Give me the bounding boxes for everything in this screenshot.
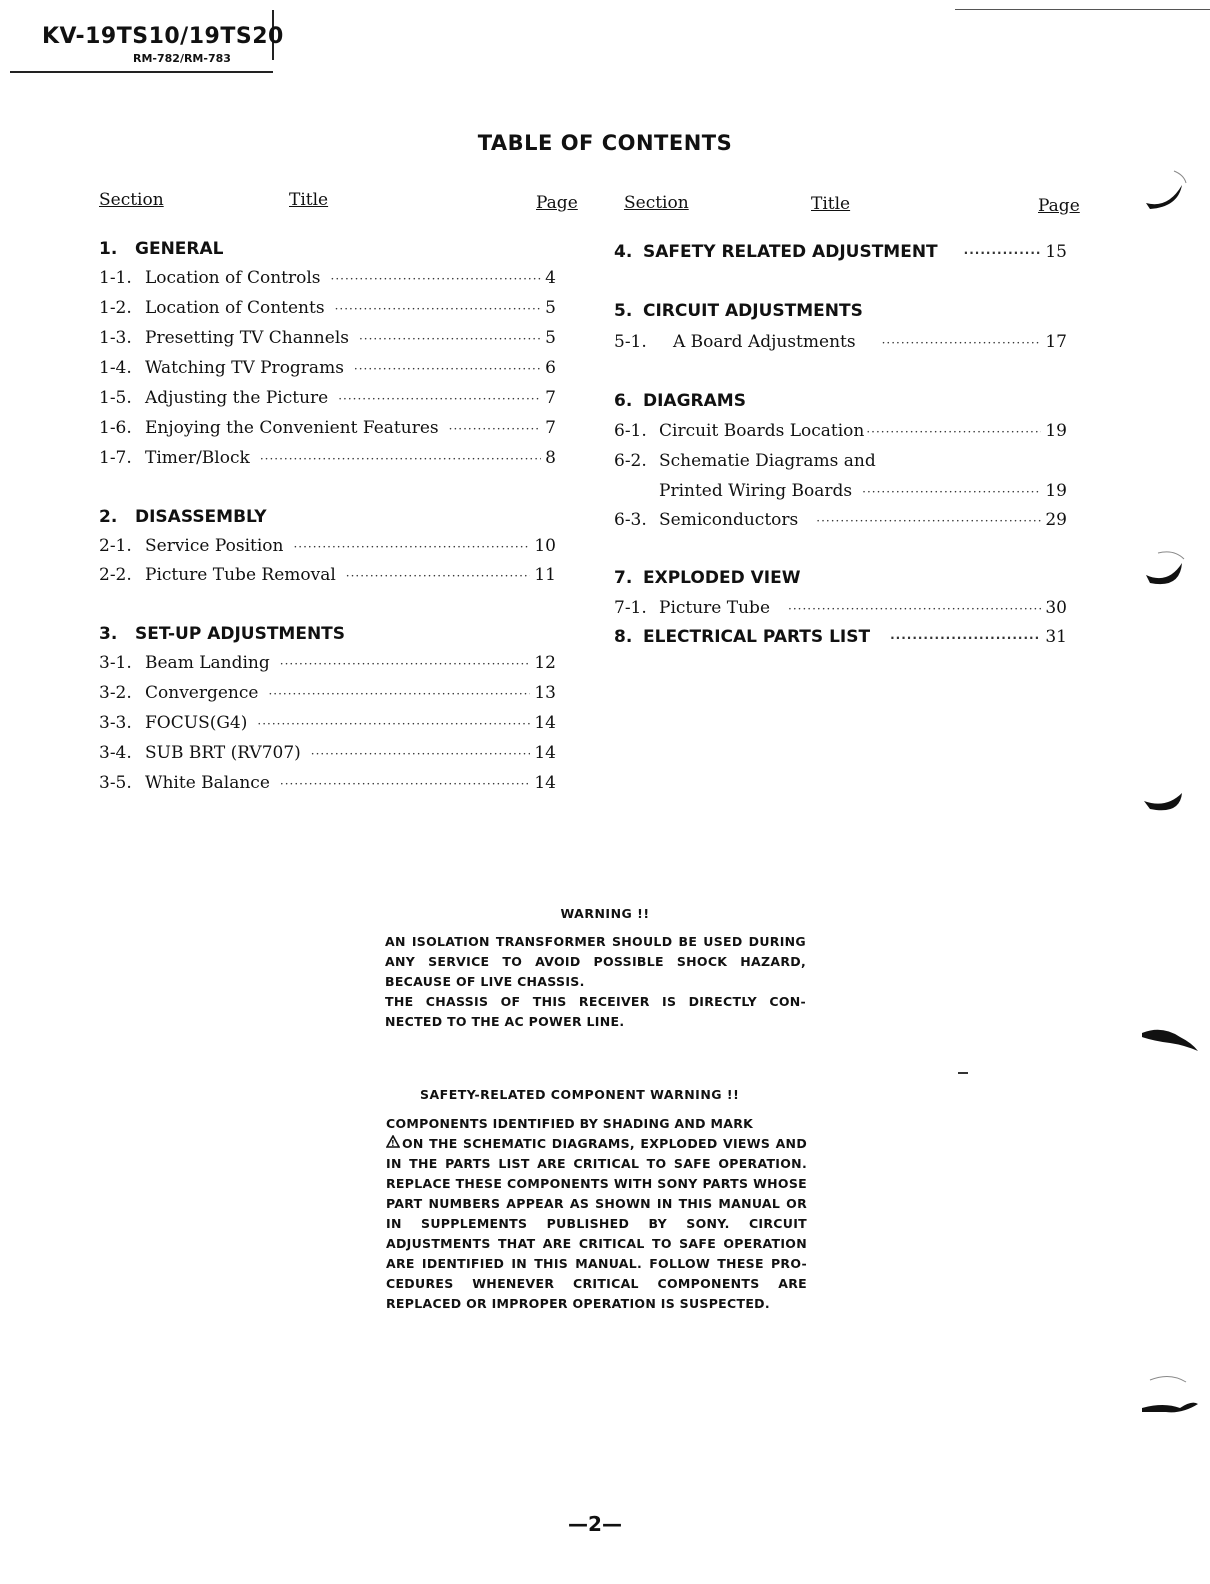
binder-hole-icon bbox=[1140, 165, 1190, 217]
section-heading: 6. DIAGRAMS bbox=[614, 391, 746, 411]
binder-hole-icon bbox=[1140, 1370, 1200, 1430]
col-header-page-right: Page bbox=[1038, 196, 1080, 216]
page-number: —2— bbox=[568, 1512, 622, 1536]
toc-entry[interactable]: 5-1. A Board Adjustments ····· 17 bbox=[614, 332, 1067, 352]
toc-entry[interactable]: 2-1. Service Position ····· 10 bbox=[99, 536, 556, 556]
col-header-title-right: Title bbox=[811, 194, 851, 214]
safety-warning-title: SAFETY-RELATED COMPONENT WARNING !! bbox=[420, 1087, 740, 1102]
safety-warning-body bbox=[386, 1114, 807, 1314]
warning-triangle-icon bbox=[386, 1134, 402, 1154]
toc-entry[interactable]: 1-6. Enjoying the Convenient Features ····· 7 bbox=[99, 418, 556, 438]
binder-hole-icon bbox=[1140, 785, 1190, 825]
remote-model: RM-782/RM-783 bbox=[133, 52, 231, 65]
toc-entry-section[interactable]: 4. SAFETY RELATED ADJUSTMENT ····· 15 bbox=[614, 242, 1067, 262]
toc-entry[interactable]: 3-5. White Balance ····· 14 bbox=[99, 773, 556, 793]
toc-entry[interactable]: 1-5. Adjusting the Picture ····· 7 bbox=[99, 388, 556, 408]
toc-entry[interactable]: 3-3. FOCUS(G4) ····· 14 bbox=[99, 713, 556, 733]
warning-body bbox=[385, 932, 806, 1032]
toc-entry[interactable]: 3-2. Convergence ····· 13 bbox=[99, 683, 556, 703]
col-header-section-left: Section bbox=[99, 190, 164, 210]
binder-hole-icon bbox=[1140, 1015, 1200, 1055]
stray-mark bbox=[958, 1072, 968, 1074]
toc-entry[interactable]: 1-4. Watching TV Programs ····· 6 bbox=[99, 358, 556, 378]
toc-entry[interactable]: 7-1. Picture Tube ····· 30 bbox=[614, 598, 1067, 618]
section-heading: 7. EXPLODED VIEW bbox=[614, 568, 801, 588]
toc-entry[interactable]: 3-4. SUB BRT (RV707) ····· 14 bbox=[99, 743, 556, 763]
section-heading: 3. SET-UP ADJUSTMENTS bbox=[99, 624, 346, 644]
toc-entry[interactable]: 2-2. Picture Tube Removal ····· 11 bbox=[99, 565, 556, 585]
toc-entry[interactable]: 1-2. Location of Contents ····· 5 bbox=[99, 298, 556, 318]
warning-title: WARNING !! bbox=[560, 906, 650, 921]
binder-hole-icon bbox=[1140, 545, 1190, 597]
toc-entry[interactable]: 3-1. Beam Landing ····· 12 bbox=[99, 653, 556, 673]
safety-text: ON THE SCHEMATIC DIAGRAMS, EXPLODED VIEWS AND IN THE PARTS LIST ARE CRITICAL TO SAFE OPERATION. REPLACE THESE COMPONENTS WITH SONY PARTS WHOSE PART NUMBERS APPEAR AS SHOWN IN THIS MANUAL OR IN SUPPLEMENTS PUBLISHED BY SONY. CIRCUIT ADJUSTMENTS THAT ARE CRITICAL TO SAFE OPERATION ARE IDENTIFIED IN THIS MANUAL. FOLLOW THESE PRO-CEDURES WHENEVER CRITICAL COMPONENTS ARE REPLACED OR IMPROPER OPERATION IS SUSPECTED. bbox=[386, 1136, 807, 1311]
toc-entry[interactable]: 6-1. Circuit Boards Location ····· 19 bbox=[614, 421, 1067, 441]
toc-entry[interactable]: 1-7. Timer/Block ····· 8 bbox=[99, 448, 556, 468]
section-heading: 5. CIRCUIT ADJUSTMENTS bbox=[614, 301, 863, 321]
section-heading: 1. GENERAL bbox=[99, 239, 224, 259]
toc-entry[interactable]: 6-2. Schematie Diagrams and bbox=[614, 451, 876, 471]
safety-text-start: COMPONENTS IDENTIFIED BY SHADING AND MARK bbox=[386, 1116, 754, 1131]
model-number: KV-19TS10/19TS20 bbox=[42, 24, 284, 49]
col-header-page-left: Page bbox=[536, 193, 578, 213]
page-title: TABLE OF CONTENTS bbox=[477, 131, 733, 155]
toc-entry[interactable]: 1-3. Presetting TV Channels ····· 5 bbox=[99, 328, 556, 348]
col-header-title-left: Title bbox=[289, 190, 329, 210]
top-right-rule bbox=[955, 9, 1210, 10]
header-rule bbox=[10, 71, 273, 73]
toc-entry-continuation[interactable]: Printed Wiring Boards ····· 19 bbox=[659, 481, 1067, 501]
toc-entry[interactable]: 6-3. Semiconductors ····· 29 bbox=[614, 510, 1067, 530]
warning-text: AN ISOLATION TRANSFORMER SHOULD BE USED DURING ANY SERVICE TO AVOID POSSIBLE SHOCK HAZARD, BECAUSE OF LIVE CHASSIS. bbox=[385, 934, 806, 989]
svg-text:!: ! bbox=[391, 1139, 395, 1148]
toc-entry-section[interactable]: 8. ELECTRICAL PARTS LIST ····· 31 bbox=[614, 627, 1067, 647]
toc-entry[interactable]: 1-1. Location of Controls ····· 4 bbox=[99, 268, 556, 288]
section-heading: 2. DISASSEMBLY bbox=[99, 507, 267, 527]
warning-text-chassis: THE CHASSIS OF THIS RECEIVER IS DIRECTLY CON-NECTED TO THE AC POWER LINE. bbox=[385, 994, 806, 1029]
col-header-section-right: Section bbox=[624, 193, 689, 213]
